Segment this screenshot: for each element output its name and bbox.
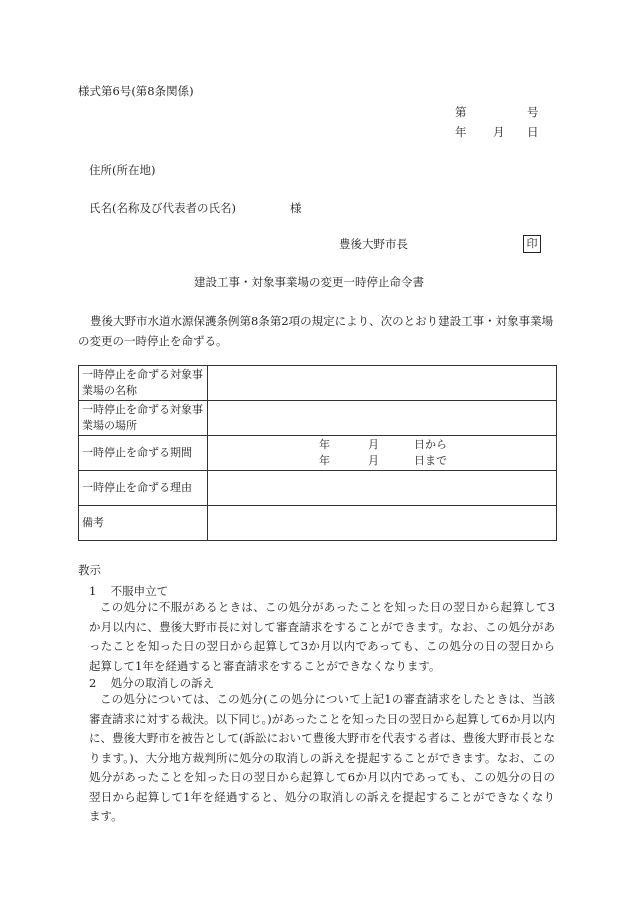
instruction-item-number: 2 xyxy=(89,676,97,690)
instruction-item-heading xyxy=(89,584,168,599)
honorific: 様 xyxy=(290,201,302,215)
seal-mark: 印 xyxy=(523,235,541,253)
date-day: 日 xyxy=(527,125,539,139)
instruction-item-text: この処分に不服があるときは、この処分があったことを知った日の翌日から起算して3か月以内に、豊後大野市長に対して審査請求をすることができます。なお、この処分があったことを知った日の翌日から起算して3か月以内であっても、この処分の日の翌日から起算して1年を経過すると審査請求をすることができなくなります。 xyxy=(89,600,555,673)
period-from-year: 年 xyxy=(319,438,330,451)
period-from xyxy=(211,437,553,453)
period-to-year: 年 xyxy=(319,454,330,467)
row-label-facility-location: 一時停止を命ずる対象事業場の場所 xyxy=(79,401,208,436)
instruction-item-number: 1 xyxy=(89,584,97,598)
row-label-remarks: 備考 xyxy=(79,506,208,541)
row-value-facility-name xyxy=(208,366,557,401)
date-year: 年 xyxy=(455,125,467,139)
order-table xyxy=(78,365,557,541)
row-value-remarks xyxy=(208,506,557,541)
table-row xyxy=(79,401,557,436)
table-row xyxy=(79,506,557,541)
body-text: 豊後大野市水道水源保護条例第8条第2項の規定により、次のとおり建設工事・対象事業場の変更の一時停止を命ずる。 xyxy=(78,314,554,348)
period-from-day: 日から xyxy=(414,438,447,451)
issuer-name: 豊後大野市長 xyxy=(339,237,408,251)
row-label-period: 一時停止を命ずる期間 xyxy=(79,436,208,471)
table-row xyxy=(79,366,557,401)
row-value-reason xyxy=(208,471,557,506)
document-title: 建設工事・対象事業場の変更一時停止命令書 xyxy=(194,275,424,289)
row-value-facility-location xyxy=(208,401,557,436)
date-month: 月 xyxy=(493,125,505,139)
period-to xyxy=(211,453,553,469)
instruction-item-title: 処分の取消しの訴え xyxy=(110,676,215,690)
table-row xyxy=(79,436,557,471)
period-from-month: 月 xyxy=(368,438,379,451)
instruction-item-heading xyxy=(89,676,214,691)
name-label: 氏名(名称及び代表者の氏名) xyxy=(89,201,236,215)
document-number-prefix: 第 xyxy=(455,105,467,119)
row-label-facility-name: 一時停止を命ずる対象事業場の名称 xyxy=(79,366,208,401)
instruction-item-title: 不服申立て xyxy=(110,584,169,598)
form-number: 様式第6号(第8条関係) xyxy=(78,84,194,98)
row-value-period xyxy=(208,436,557,471)
table-row xyxy=(79,471,557,506)
period-to-month: 月 xyxy=(368,454,379,467)
document-number-suffix: 号 xyxy=(527,105,539,119)
instructions-heading: 教示 xyxy=(78,563,101,577)
period-to-day: 日まで xyxy=(414,454,447,467)
address-label: 住所(所在地) xyxy=(89,163,156,177)
instruction-item-text: この処分については、この処分(この処分について上記1の審査請求をしたときは、当該審査請求に対する裁決。以下同じ。)があったことを知った日の翌日から起算して6か月以内に、豊後大野市を被告として(訴訟において豊後大野市を代表する者は、豊後大野市長となります。)、大分地方裁判所に処分の取消しの訴えを提起することができます。なお、この処分があったことを知った日の翌日から起算して6か月以内であっても、この処分の日の翌日から起算して1年を経過すると、処分の取消しの訴えを提起することができなくなります。 xyxy=(89,692,555,823)
row-label-reason: 一時停止を命ずる理由 xyxy=(79,471,208,506)
